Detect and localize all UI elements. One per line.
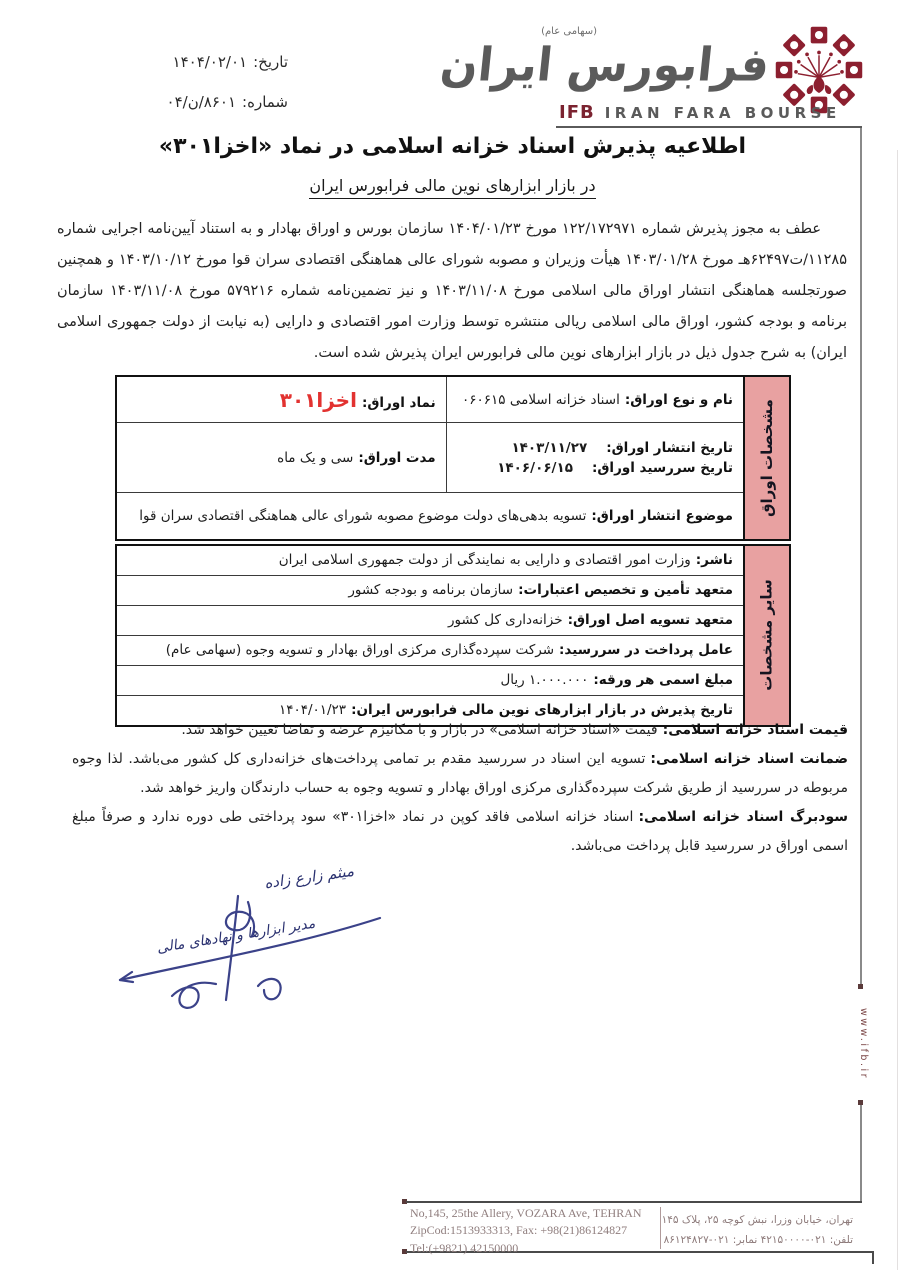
table-row-credit-guarantor <box>117 576 743 606</box>
note-guarantee-text: تسویه این اسناد در سررسید مقدم بر تمامی پرداخت‌های خزانه‌داری کل کشور می‌باشد. لذا وجوه مربوطه در سررسید از طریق شرکت سپرده‌گذاری مرکزی اوراق بهادار و تسویه وجوه به حساب دارندگان واریز خواهد شد. <box>72 751 848 796</box>
table-section-other <box>115 544 791 727</box>
footer-en-line1: No,145, 25the Allery, VOZARA Ave, TEHRAN <box>410 1206 642 1220</box>
note-coupon-text: اسناد خزانه اسلامی فاقد کوپن در نماد «اخزا۳۰۱» سود پرداختی طی دوره ندارد و صرفاً مبلغ اسمی اوراق در سررسید قابل پرداخت می‌باشد. <box>72 809 848 854</box>
logo-fa-subtitle: (سهامی عام) <box>541 26 597 37</box>
signatory-name: میثم زارع زاده <box>263 861 355 893</box>
right-border-bottom <box>860 1103 862 1203</box>
section-header-specs-label: مشخصات اوراق <box>757 399 776 517</box>
subject-value: تسویه بدهی‌های دولت موضوع مصوبه شورای عالی هماهنگی اقتصادی سران قوا <box>139 507 587 524</box>
page-subtitle <box>0 176 905 195</box>
table-row-nominal-value <box>117 666 743 696</box>
paying-agent-label: عامل پرداخت در سررسید: <box>559 641 733 658</box>
admission-date-label: تاریخ پذیرش در بازار ابزارهای نوین مالی فرابورس ایران: <box>351 701 733 718</box>
settlement-obligor-value: خزانه‌داری کل کشور <box>447 611 563 628</box>
number-label: شماره: <box>242 93 288 111</box>
right-border-top <box>860 128 862 985</box>
name-type-label: نام و نوع اوراق: <box>624 391 733 408</box>
cell-dates <box>446 423 743 492</box>
credit-guarantor-label: متعهد تأمین و تخصیص اعتبارات: <box>518 581 733 598</box>
notes-block <box>72 716 848 861</box>
logo-en-name: IRAN FARA BOURSE <box>604 104 841 122</box>
symbol-label: نماد اوراق: <box>361 394 436 411</box>
page-subtitle-text: در بازار ابزارهای نوین مالی فرابورس ایران <box>309 176 595 199</box>
duration-label: مدت اوراق: <box>358 449 436 466</box>
credit-guarantor-value: سازمان برنامه و بودجه کشور <box>348 581 514 598</box>
intro-paragraph: عطف به مجوز پذیرش شماره ۱۲۲/۱۷۲۹۷۱ مورخ ۱۴۰۴/۰۱/۲۳ سازمان بورس و اوراق بهادار و به استناد آیین‌نامه اجرایی شماره ۱۱۲۸۵/ت۶۲۴۹۷هـ مورخ ۱۴۰۳/۰۱/۲۸ هیأت وزیران و مصوبه شورای عالی هماهنگی اقتصادی سران قوا مورخ ۱۴۰۳/۱۰/۱۲ و همچنین صورتجلسه هماهنگی انتشار اوراق مالی اسلامی مورخ ۱۴۰۳/۱۱/۰۸ و نیز تضمین‌نامه شماره ۵۷۹۲۱۶ مورخ ۱۴۰۳/۱۱/۰۸ سازمان برنامه و بودجه کشور، اوراق مالی اسلامی ریالی منتشره توسط وزارت امور اقتصادی و دارایی (به نیابت از دولت جمهوری اسلامی ایران) به شرح جدول ذیل در بازار ابزارهای نوین مالی فرابورس ایران پذیرش شده است. <box>57 221 847 361</box>
settlement-obligor-label: متعهد تسویه اصل اوراق: <box>567 611 733 628</box>
admission-date-value: ۱۴۰۴/۰۱/۲۳ <box>278 701 347 718</box>
footer-address-en <box>410 1205 655 1257</box>
section-header-other <box>743 546 789 725</box>
logo-fa-name: فرابورس ایران <box>437 38 772 93</box>
footer-address-fa <box>653 1210 853 1251</box>
note-price-label: قیمت اسناد خزانه اسلامی: <box>662 722 848 738</box>
footer-en-line3: Tel:(+9821) 42150000 <box>410 1240 519 1255</box>
note-price <box>72 716 848 745</box>
issuer-label: ناشر: <box>695 552 733 568</box>
page-title: اطلاعیه پذیرش اسناد خزانه اسلامی در نماد «اخزا۳۰۱» <box>158 134 747 159</box>
signature-scribble <box>80 866 400 1026</box>
number-value: ۸۶۰۱/ن/۰۴ <box>166 93 237 111</box>
note-coupon-label: سودبرگ اسناد خزانه اسلامی: <box>638 809 848 825</box>
nominal-value-value: ۱.۰۰۰.۰۰۰ ریال <box>500 671 589 688</box>
table-row-dates-duration <box>117 423 743 493</box>
table-row-settlement-obligor <box>117 606 743 636</box>
maturity-date-label: تاریخ سررسید اوراق: <box>591 459 733 476</box>
logo-ifb-letters: IFB <box>559 102 595 123</box>
table-row-paying-agent <box>117 636 743 666</box>
table-row-name-symbol <box>117 377 743 423</box>
name-type-value: اسناد خزانه اسلامی ۰۶۰۶۱۵ <box>462 391 620 408</box>
nominal-value-label: مبلغ اسمی هر ورقه: <box>593 671 733 688</box>
letter-meta <box>30 42 288 122</box>
date-value: ۱۴۰۴/۰۲/۰۱ <box>172 53 248 71</box>
website-url: www.ifb.ir <box>858 1007 869 1081</box>
footer-rule-top <box>406 1201 862 1203</box>
symbol-value: اخزا۳۰۱ <box>279 387 357 412</box>
letter-date <box>30 42 288 82</box>
cell-symbol <box>117 377 446 422</box>
header-rule <box>556 126 862 128</box>
maturity-date-value: ۱۴۰۶/۰۶/۱۵ <box>497 459 573 476</box>
issuer-value: وزارت امور اقتصادی و دارایی به نمایندگی از دولت جمهوری اسلامی ایران <box>278 552 691 568</box>
duration-value: سی و یک ماه <box>277 449 354 466</box>
footer-fa-line1: تهران، خیابان وزرا، نبش کوچه ۲۵، پلاک ۱۴۵ <box>661 1214 853 1226</box>
issue-date-value: ۱۴۰۳/۱۱/۲۷ <box>511 439 588 456</box>
signature-block <box>80 861 400 1026</box>
footer-en-line2: ZipCod:1513933313, Fax: +98(21)86124827 <box>410 1223 628 1238</box>
cell-subject <box>129 499 743 534</box>
footer-fa-line2: تلفن: ۰۲۱-۴۲۱۵۰۰۰۰ نمابر: ۰۲۱-۸۶۱۲۴۸۲۷ <box>663 1234 853 1247</box>
url-dot-bottom <box>858 1100 863 1105</box>
page-edge-shadow <box>897 150 898 1270</box>
note-coupon <box>72 803 848 861</box>
note-guarantee <box>72 745 848 803</box>
signatory-title: مدیر ابزارها و نهادهای مالی <box>155 915 317 957</box>
paying-agent-value: شرکت سپرده‌گذاری مرکزی اوراق بهادار و تسویه وجوه (سهامی عام) <box>165 641 555 658</box>
cell-duration <box>117 423 446 492</box>
note-guarantee-label: ضمانت اسناد خزانه اسلامی: <box>650 751 848 767</box>
subject-label: موضوع انتشار اوراق: <box>591 507 733 524</box>
securities-table <box>115 375 791 727</box>
table-section-specs <box>115 375 791 541</box>
date-label: تاریخ: <box>253 53 288 71</box>
letter-number <box>30 82 288 122</box>
cell-name-type <box>446 377 743 422</box>
section-header-other-label: سایر مشخصات <box>757 579 776 692</box>
logo-en-wordmark <box>559 102 865 123</box>
issue-date-label: تاریخ انتشار اوراق: <box>606 439 733 456</box>
note-price-text: قیمت «اسناد خزانه اسلامی» در بازار و با مکانیزم عرضه و تقاضا تعیین خواهد شد. <box>181 722 658 738</box>
section-header-specs <box>743 377 789 539</box>
footer-rule-stub <box>872 1251 874 1264</box>
ifb-logo <box>437 14 865 129</box>
table-row-subject <box>117 493 743 539</box>
table-row-issuer <box>117 546 743 576</box>
